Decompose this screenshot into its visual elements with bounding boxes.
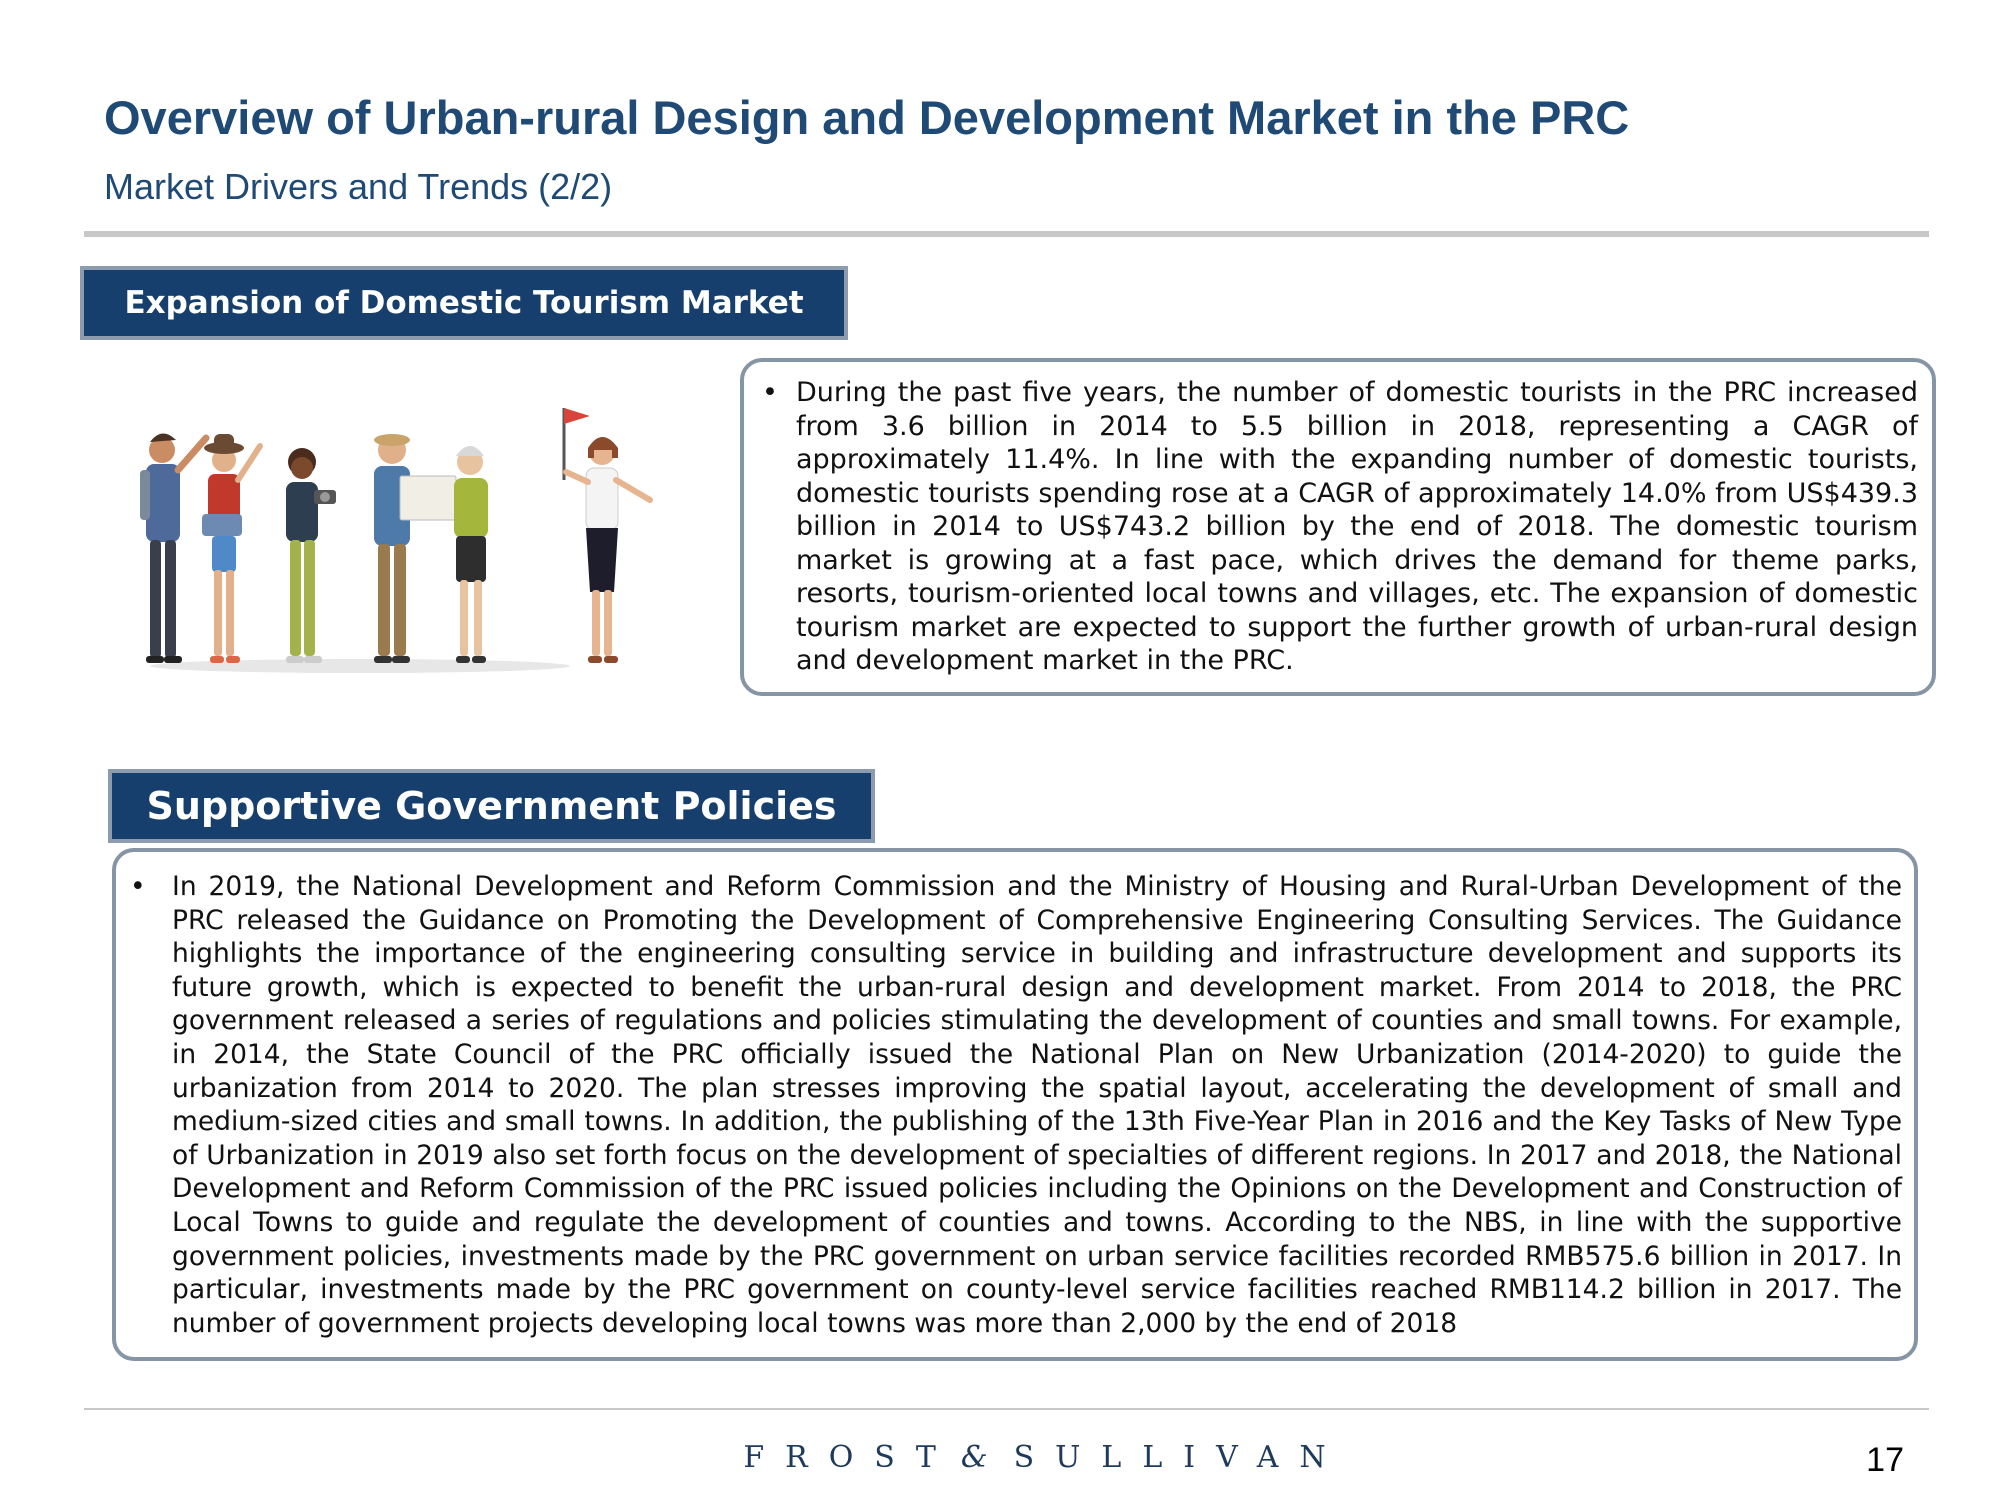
tourist-figure: [454, 446, 488, 663]
tour-guide-figure: [564, 408, 650, 663]
tourist-figure: [286, 448, 336, 663]
section-heading-government-policies: Supportive Government Policies: [108, 769, 875, 843]
tourism-paragraph: During the past five years, the number of domestic tourists in the PRC increased from 3.6 billion in 2014 to 5.5 billion in 2018, representing a CAGR of approximately 11.4%. In line with the expanding number of domestic tourists, domestic tourists spending rose at a CAGR of approximately 14.0% from US$439.3 billion in 2014 to US$743.2 billion by the end of 2018. The domestic tourism market is growing at a fast pace, which drives the demand for theme parks, resorts, tourism-oriented local towns and villages, etc. The expansion of domestic tourism market are expected to support the further growth of urban-rural design and development market in the PRC.: [796, 377, 1918, 676]
bullet-point-icon: •: [130, 871, 146, 902]
top-divider: [84, 231, 1929, 237]
tourist-figure: [202, 434, 260, 663]
bottom-divider: [84, 1408, 1929, 1410]
tourism-bullet: [760, 376, 1918, 678]
page-subtitle: Market Drivers and Trends (2/2): [104, 166, 613, 207]
group-of-tourists-illustration: [130, 390, 690, 680]
page-title: Overview of Urban-rural Design and Development Market in the PRC: [104, 91, 1630, 144]
tourist-figure: [140, 433, 206, 663]
bullet-point-icon: •: [762, 377, 778, 408]
section-heading-tourism: Expansion of Domestic Tourism Market: [80, 266, 848, 340]
page-number: 17: [1866, 1441, 1904, 1479]
policies-paragraph: In 2019, the National Development and Reform Commission and the Ministry of Housing and Rural-Urban Development of the PRC released the Guidance on Promoting the Development of Comprehensive Engineering Consulting Services. The Guidance highlights the importance of the engineering consulting service in building and infrastructure development and supports its future growth, which is expected to benefit the urban-rural design and development market. From 2014 to 2018, the PRC government released a series of regulations and policies stimulating the development of counties and small towns. For example, in 2014, the State Council of the PRC officially issued the National Plan on New Urbanization (2014-2020) to guide the urbanization from 2014 to 2020. The plan stresses improving the spatial layout, accelerating the development of small and medium-sized cities and small towns. In addition, the publishing of the 13th Five-Year Plan in 2016 and the Key Tasks of New Type of Urbanization in 2019 also set forth focus on the development of specialties of different regions. In 2017 and 2018, the National Development and Reform Commission of the PRC issued policies including the Opinions on the Development and Construction of Local Towns to guide and regulate the development of counties and towns. According to the NBS, in line with the supportive government policies, investments made by the PRC government on urban service facilities recorded RMB575.6 billion in 2017. In particular, investments made by the PRC government on county-level service facilities reached RMB114.2 billion in 2017. The number of government projects developing local towns was more than 2,000 by the end of 2018: [172, 871, 1902, 1339]
policies-bullet: [130, 870, 1902, 1340]
tourist-figure: [374, 434, 456, 663]
frost-sullivan-logo: FROST & SULLIVAN: [743, 1440, 1347, 1475]
